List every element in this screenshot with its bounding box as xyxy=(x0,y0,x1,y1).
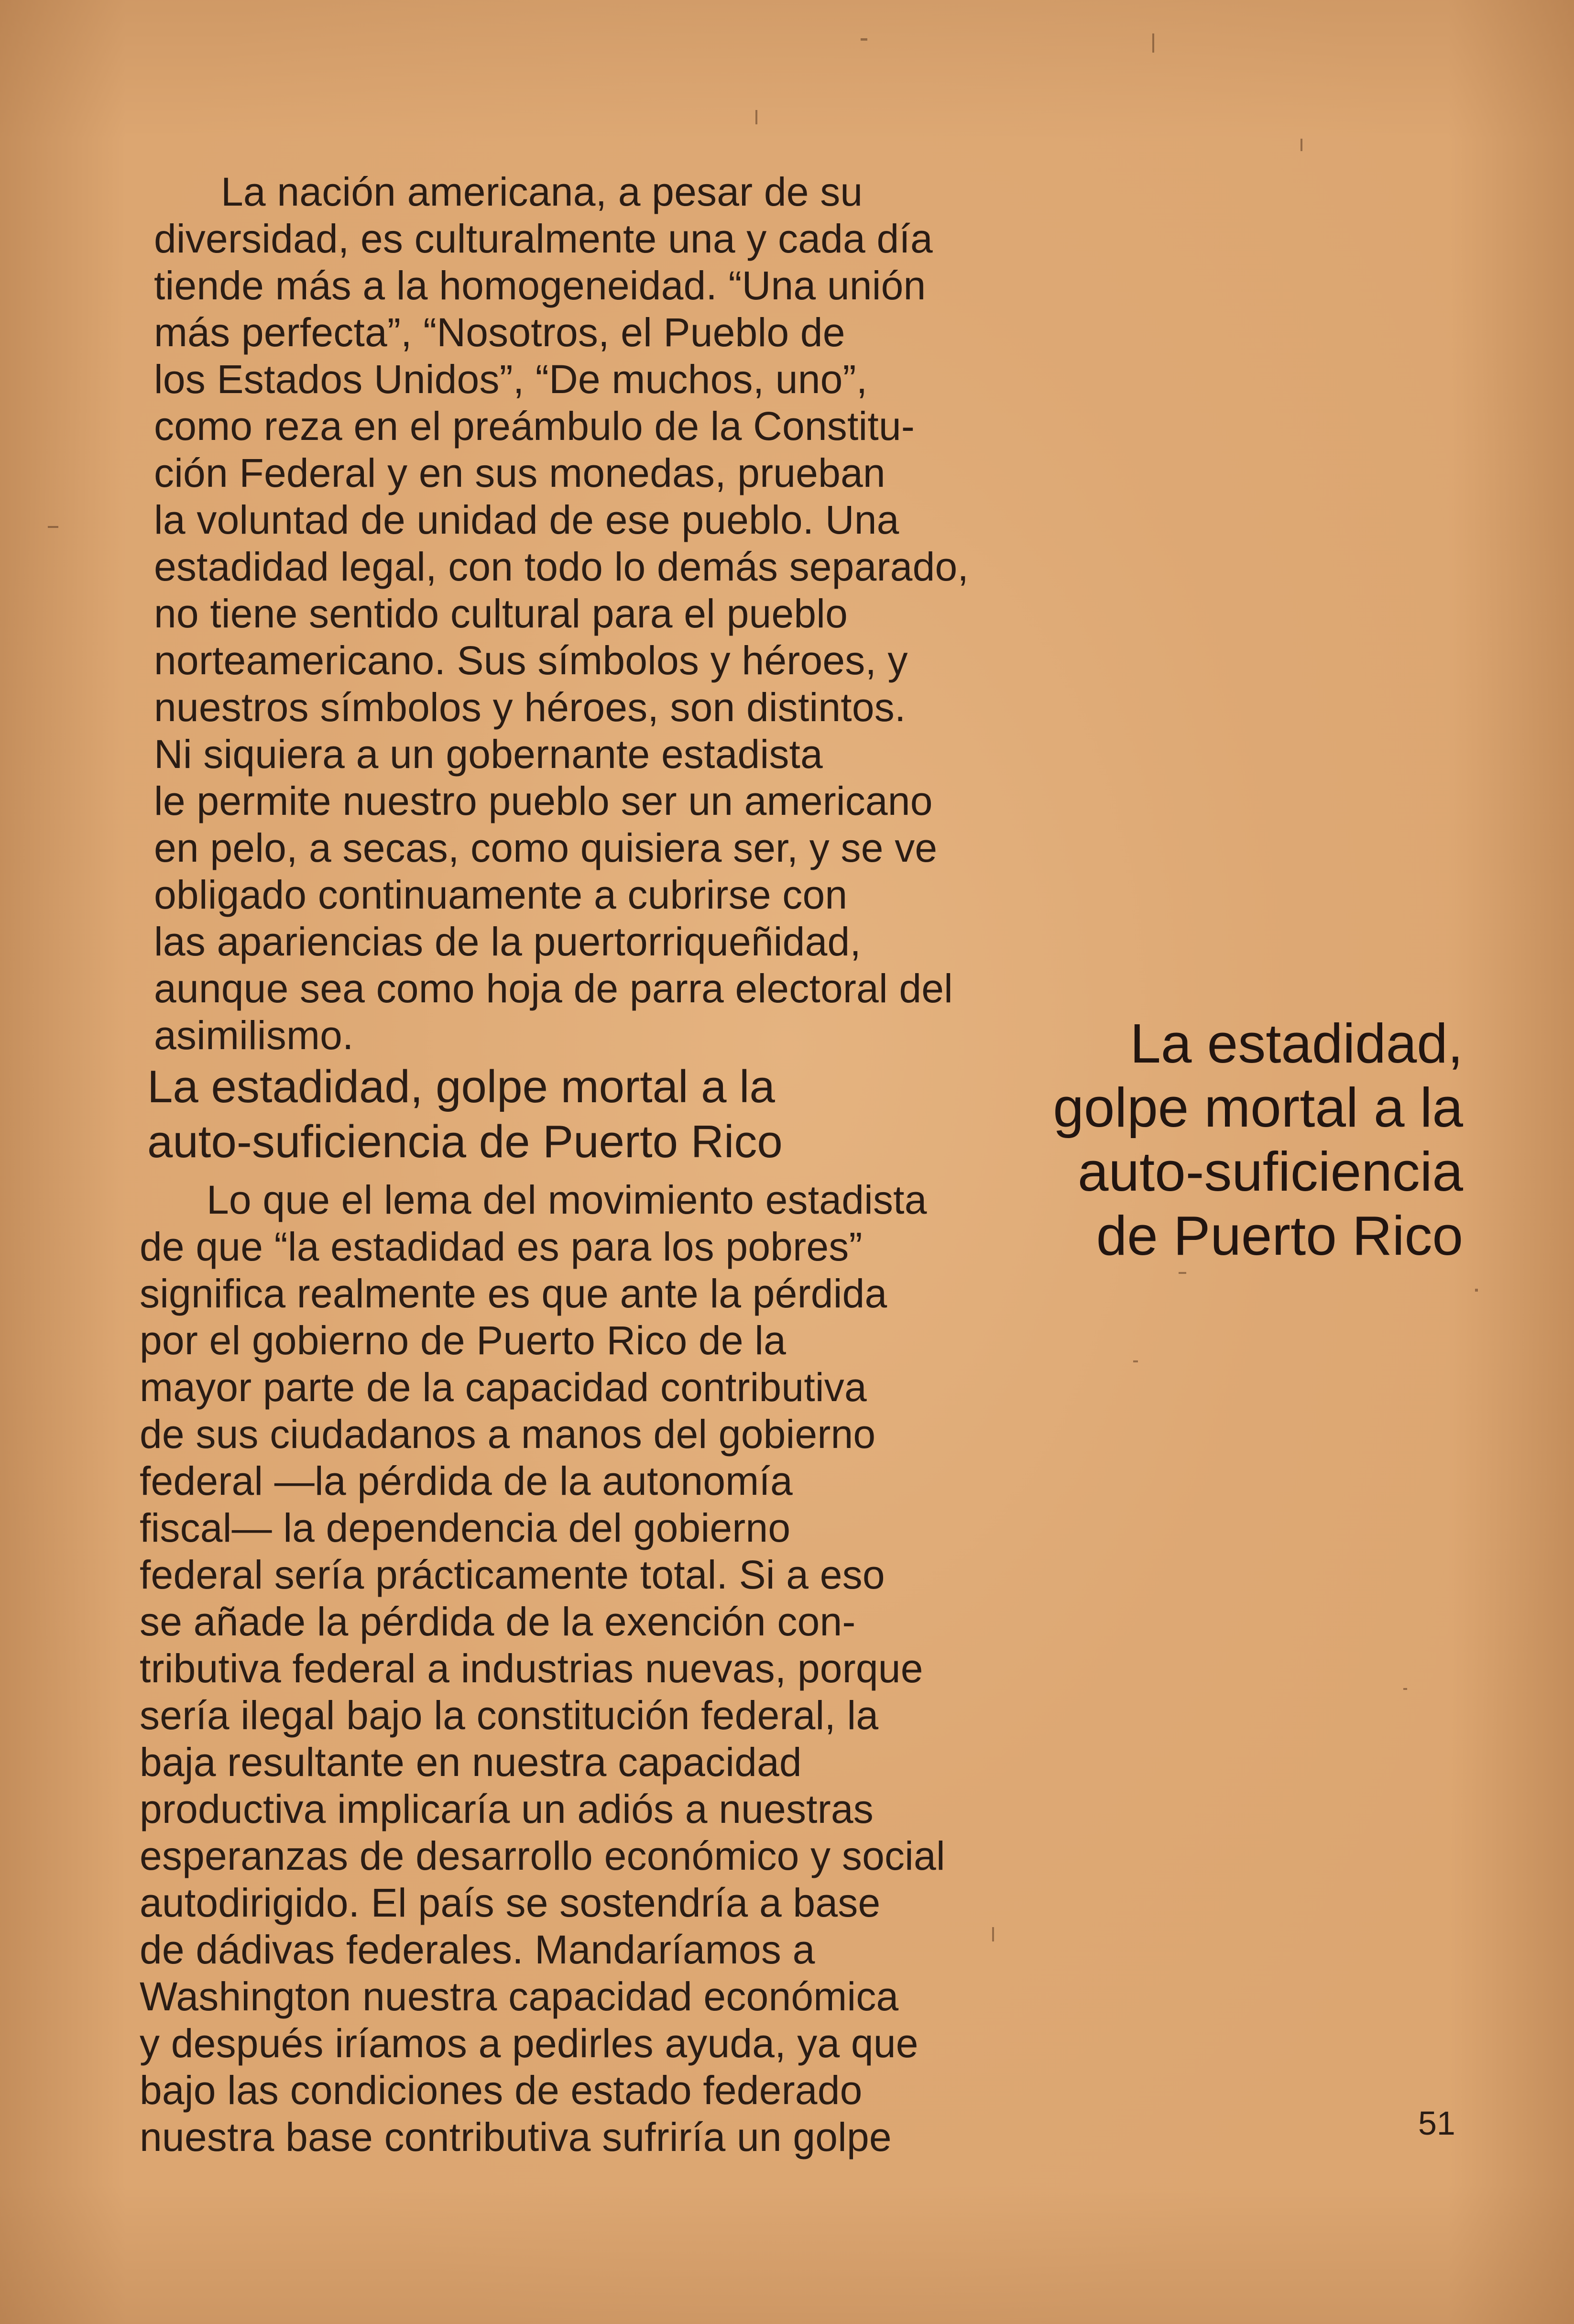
paper-speck xyxy=(1152,33,1154,53)
text-line: la voluntad de unidad de ese pueblo. Una xyxy=(154,497,899,542)
paper-speck xyxy=(1133,1360,1138,1362)
text-line: no tiene sentido cultural para el pueblo xyxy=(154,591,848,636)
paper-speck xyxy=(755,110,757,124)
text-line: de sus ciudadanos a manos del gobierno xyxy=(140,1412,876,1457)
text-line: los Estados Unidos”, “De muchos, uno”, xyxy=(154,357,868,402)
text-line: ción Federal y en sus monedas, prueban xyxy=(154,450,885,495)
text-line: obligado continuamente a cubrirse con xyxy=(154,872,848,917)
text-line: federal sería prácticamente total. Si a eso xyxy=(140,1552,885,1597)
text-line: sería ilegal bajo la constitución federal, la xyxy=(140,1693,879,1738)
text-line: baja resultante en nuestra capacidad xyxy=(140,1740,802,1785)
text-line: significa realmente es que ante la pérdida xyxy=(140,1271,887,1316)
paper-speck xyxy=(1179,1272,1186,1274)
text-line: Washington nuestra capacidad económica xyxy=(140,1974,899,2019)
text-line: por el gobierno de Puerto Rico de la xyxy=(140,1318,787,1363)
text-line: las apariencias de la puertorriqueñidad, xyxy=(154,919,861,964)
margin-heading-line: golpe mortal a la xyxy=(1053,1076,1463,1139)
text-line: fiscal— la dependencia del gobierno xyxy=(140,1505,791,1550)
paragraph-2 xyxy=(140,1176,945,2160)
text-line: le permite nuestro pueblo ser un americano xyxy=(154,778,933,823)
paper-speck xyxy=(1475,1289,1478,1292)
text-line: norteamericano. Sus símbolos y héroes, y xyxy=(154,638,908,683)
paper-speck xyxy=(861,38,867,41)
text-line: diversidad, es culturalmente una y cada día xyxy=(154,216,933,261)
text-line: asimilismo. xyxy=(154,1013,354,1058)
page-number: 51 xyxy=(1418,2105,1455,2142)
paper-speck xyxy=(48,526,58,528)
margin-heading-line: La estadidad, xyxy=(1130,1012,1463,1074)
margin-heading-line: de Puerto Rico xyxy=(1096,1205,1463,1267)
text-line: Lo que el lema del movimiento estadista xyxy=(207,1177,927,1222)
text-line: más perfecta”, “Nosotros, el Pueblo de xyxy=(154,310,845,355)
text-line: en pelo, a secas, como quisiera ser, y se ve xyxy=(154,825,938,870)
text-line: autodirigido. El país se sostendría a base xyxy=(140,1880,881,1925)
text-line: tributiva federal a industrias nuevas, porque xyxy=(140,1646,923,1691)
text-line: nuestros símbolos y héroes, son distintos. xyxy=(154,685,906,730)
text-line: mayor parte de la capacidad contributiva xyxy=(140,1365,867,1410)
text-line: tiende más a la homogeneidad. “Una unión xyxy=(154,263,926,308)
text-line: productiva implicaría un adiós a nuestras xyxy=(140,1787,874,1831)
text-line: bajo las condiciones de estado federado xyxy=(140,2068,863,2113)
margin-heading-line: auto-suficiencia xyxy=(1078,1140,1463,1203)
text-line: esperanzas de desarrollo económico y social xyxy=(140,1833,945,1878)
text-line: como reza en el preámbulo de la Constitu- xyxy=(154,404,915,449)
text-line: aunque sea como hoja de parra electoral del xyxy=(154,966,953,1011)
text-line: de que “la estadidad es para los pobres” xyxy=(140,1224,863,1269)
text-line: estadidad legal, con todo lo demás separado, xyxy=(154,544,969,589)
text-line: y después iríamos a pedirles ayuda, ya que xyxy=(140,2021,918,2066)
paragraph-1 xyxy=(154,168,969,1059)
text-line: se añade la pérdida de la exención con- xyxy=(140,1599,856,1644)
paper-speck xyxy=(1301,139,1302,151)
paper-speck xyxy=(992,1927,994,1941)
section-heading xyxy=(147,1059,783,1169)
section-heading-line: La estadidad, golpe mortal a la xyxy=(147,1061,775,1112)
text-line: de dádivas federales. Mandaríamos a xyxy=(140,1927,815,1972)
text-line: nuestra base contributiva sufriría un golpe xyxy=(140,2115,892,2160)
paper-speck xyxy=(1403,1688,1407,1690)
section-heading-line: auto-suficiencia de Puerto Rico xyxy=(147,1116,783,1167)
margin-heading xyxy=(1053,1011,1463,1268)
text-line: Ni siquiera a un gobernante estadista xyxy=(154,732,823,777)
text-line: federal —la pérdida de la autonomía xyxy=(140,1458,793,1503)
text-line: La nación americana, a pesar de su xyxy=(221,169,863,214)
